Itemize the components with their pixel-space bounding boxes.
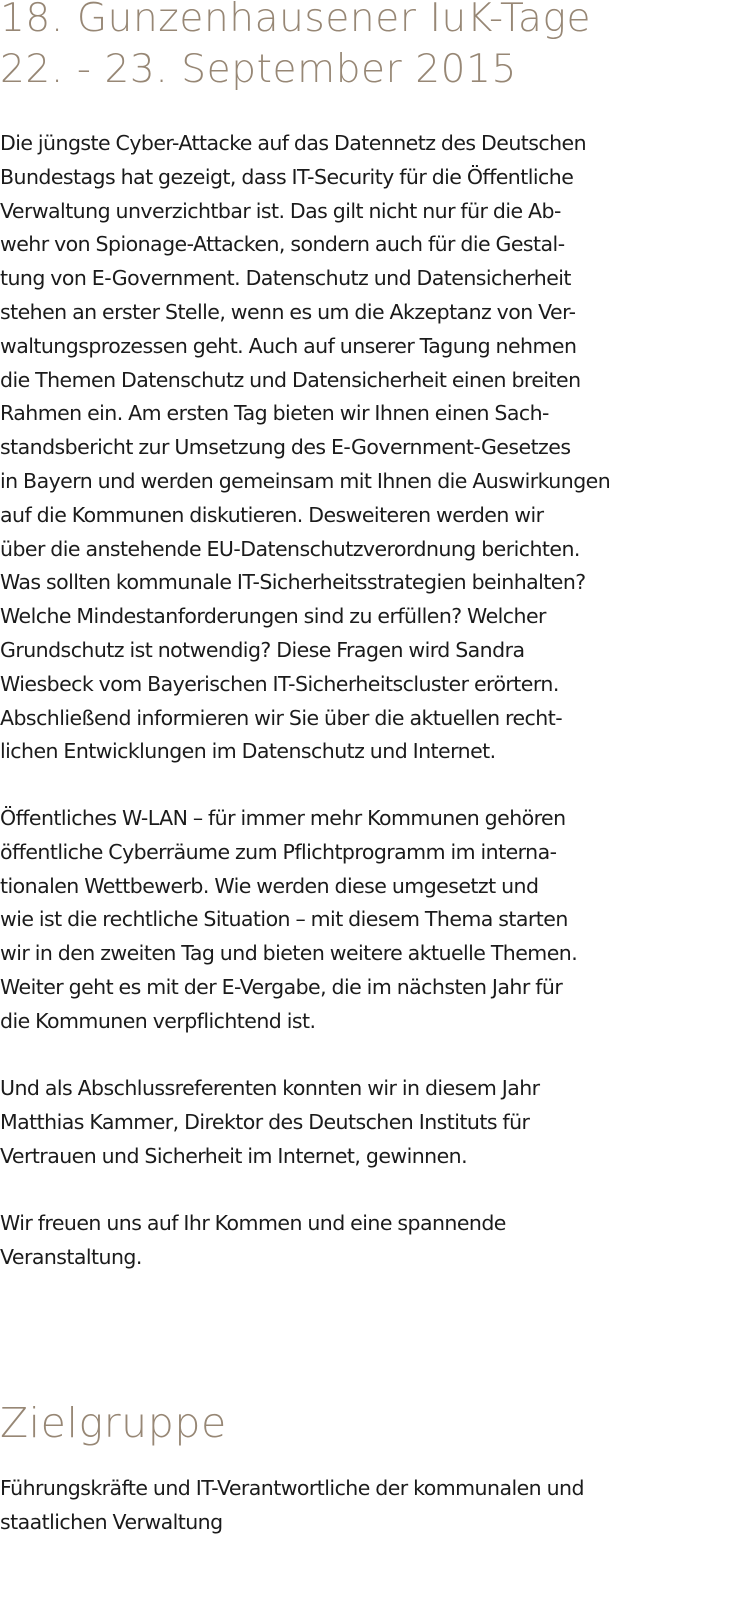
text-line: tionalen Wettbewerb. Wie werden diese umgesetzt und bbox=[0, 873, 539, 898]
text-line: Und als Abschlussreferenten konnten wir in diesem Jahr bbox=[0, 1076, 540, 1100]
text-line: waltungsprozessen geht. Auch auf unserer Tagung nehmen bbox=[0, 333, 577, 358]
text-line: Abschließend informieren wir Sie über die aktuellen recht- bbox=[0, 705, 563, 730]
text-line: stehen an erster Stelle, wenn es um die Akzeptanz von Ver- bbox=[0, 299, 576, 324]
text-line: die Themen Datenschutz und Datensicherheit einen breiten bbox=[0, 367, 581, 392]
text-line: über die anstehende EU-Datenschutzverordnung berichten. bbox=[0, 536, 580, 561]
text-line: öffentliche Cyberräume zum Pflichtprogramm im interna- bbox=[0, 839, 557, 864]
text-line: Grundschutz ist notwendig? Diese Fragen wird Sandra bbox=[0, 637, 525, 662]
event-date: 22. - 23. September 2015 bbox=[0, 47, 517, 92]
zielgruppe-paragraph bbox=[0, 1472, 744, 1540]
text-line: Rahmen ein. Am ersten Tag bieten wir Ihnen einen Sach- bbox=[0, 401, 549, 426]
text-line: wehr von Spionage-Attacken, sondern auch für die Gestal- bbox=[0, 232, 565, 257]
text-line: Weiter geht es mit der E-Vergabe, die im nächsten Jahr für bbox=[0, 974, 563, 999]
text-line: wie ist die rechtliche Situation – mit diesem Thema starten bbox=[0, 907, 568, 932]
text-line: Vertrauen und Sicherheit im Internet, gewinnen. bbox=[0, 1143, 468, 1168]
text-line: Wiesbeck vom Bayerischen IT-Sicherheitscluster erörtern. bbox=[0, 671, 559, 696]
text-line: Was sollten kommunale IT-Sicherheitsstrategien beinhalten? bbox=[0, 570, 586, 595]
intro-paragraph-3 bbox=[0, 1072, 744, 1173]
text-line: Wir freuen uns auf Ihr Kommen und eine spannende bbox=[0, 1211, 506, 1235]
intro-paragraph-2 bbox=[0, 802, 744, 1039]
zielgruppe-heading: Zielgruppe bbox=[0, 1399, 227, 1447]
text-line: Veranstaltung. bbox=[0, 1244, 142, 1269]
text-line: in Bayern und werden gemeinsam mit Ihnen die Auswirkungen bbox=[0, 468, 611, 493]
intro-paragraph-1 bbox=[0, 127, 744, 769]
text-line: lichen Entwicklungen im Datenschutz und Internet. bbox=[0, 739, 496, 764]
text-line: tung von E-Government. Datenschutz und Datensicherheit bbox=[0, 266, 571, 291]
text-line: auf die Kommunen diskutieren. Desweiteren werden wir bbox=[0, 502, 544, 527]
text-line: Bundestags hat gezeigt, dass IT-Security für die Öffentliche bbox=[0, 164, 574, 189]
text-line: staatlichen Verwaltung bbox=[0, 1509, 223, 1534]
text-line: Führungskräfte und IT-Verantwortliche der kommunalen und bbox=[0, 1476, 584, 1500]
text-line: wir in den zweiten Tag und bieten weitere aktuelle Themen. bbox=[0, 941, 578, 966]
text-line: Öffentliches W-LAN – für immer mehr Kommunen gehören bbox=[0, 806, 566, 830]
text-line: Die jüngste Cyber-Attacke auf das Datennetz des Deutschen bbox=[0, 131, 587, 155]
text-line: Verwaltung unverzichtbar ist. Das gilt nicht nur für die Ab- bbox=[0, 198, 561, 223]
text-line: Matthias Kammer, Direktor des Deutschen Instituts für bbox=[0, 1109, 530, 1134]
text-line: standsbericht zur Umsetzung des E-Government-Gesetzes bbox=[0, 435, 571, 460]
text-line: Welche Mindestanforderungen sind zu erfüllen? Welcher bbox=[0, 604, 546, 629]
event-title: 18. Gunzenhausener IuK-Tage bbox=[0, 0, 592, 41]
text-line: die Kommunen verpflichtend ist. bbox=[0, 1008, 316, 1033]
intro-paragraph-4 bbox=[0, 1207, 744, 1275]
